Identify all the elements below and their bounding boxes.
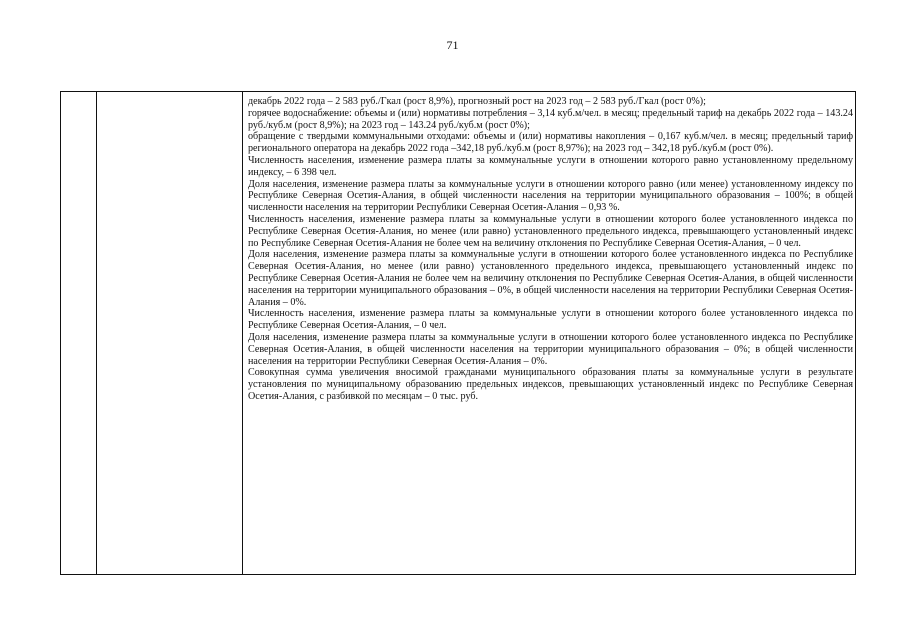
paragraph-population-equal-index: Численность населения, изменение размера платы за коммунальные услуги в отношении которого равно установленному предельному индексу, – 6 398 чел.	[248, 154, 853, 178]
paragraph-heat-tariff-tail: декабрь 2022 года – 2 583 руб./Гкал (рост 8,9%), прогнозный рост на 2023 год – 2 583 руб./Гкал (рост 0%);	[248, 96, 706, 107]
page-number: 71	[446, 38, 459, 52]
paragraph-population-above-index: Численность населения, изменение размера платы за коммунальные услуги в отношении которого более установленного индекса по Республике Северная Осетия-Алания, – 0 чел.	[248, 308, 853, 332]
paragraph-solid-waste: обращение с твердыми коммунальными отходами: объемы и (или) нормативы накопления – 0,167 куб.м/чел. в месяц; предельный тариф регионального оператора на декабрь 2022 года –342,18 руб./куб.м (рост 8,97%); на 2023 год – 342,18 руб./куб.м (рост 0%).	[248, 131, 853, 155]
paragraph-share-equal-index: Доля населения, изменение размера платы за коммунальные услуги в отношении которого равно (или менее) установленному индексу по Республике Северная Осетия-Алания, в общей численности населения на территории муниципального образования – 100%; в общей численности населения на территории Республики Северная Осетия-Алания – 0,93 %.	[248, 178, 853, 214]
paragraph-hot-water: горячее водоснабжение: объемы и (или) нормативы потребления – 3,14 куб.м/чел. в месяц; предельный тариф на декабрь 2022 года – 143.24 руб./куб.м (рост 8,9%); на 2023 год – 143.24 руб./куб.м (рост 0%);	[248, 107, 853, 131]
table-column-divider-1	[96, 92, 97, 574]
paragraph-total-increase: Совокупная сумма увеличения вносимой гражданами муниципального образования платы за коммунальные услуги в результате установления по муниципальному образованию предельных индексов, превышающих установленный индекс по Республике Северная Осетия-Алания, с разбивкой по месяцам – 0 тыс. руб.	[248, 367, 853, 402]
paragraph-share-above-index: Доля населения, изменение размера платы за коммунальные услуги в отношении которого более установленного индекса по Республике Северная Осетия-Алания, в общей численности населения на территории муниципального образования – 0%; в общей численности населения на территории Республики Северная Осетия-Алания – 0%.	[248, 331, 853, 367]
table-cell-content	[248, 96, 853, 403]
paragraph-population-within-deviation: Численность населения, изменение размера платы за коммунальные услуги в отношении которого более установленного индекса по Республике Северная Осетия-Алания, но менее (или равно) установленного предельного индекса, превышающего установленный индекс по Республике Северная Осетия-Алания не более чем на величину отклонения по Республике Северная Осетия-Алания, – 0 чел.	[248, 213, 853, 249]
document-table	[60, 91, 856, 575]
table-column-divider-2	[242, 92, 243, 574]
paragraph-share-within-deviation: Доля населения, изменение размера платы за коммунальные услуги в отношении которого более установленного индекса по Республике Северная Осетия-Алания, но менее (или равно) установленного предельного индекса, превышающего установленный индекс по Республике Северная Осетия-Алания не более чем на величину отклонения по Республике Северная Осетия-Алания, в общей численности населения на территории муниципального образования – 0%, в общей численности населения на территории Республики Северная Осетия-Алания – 0%.	[248, 249, 853, 308]
